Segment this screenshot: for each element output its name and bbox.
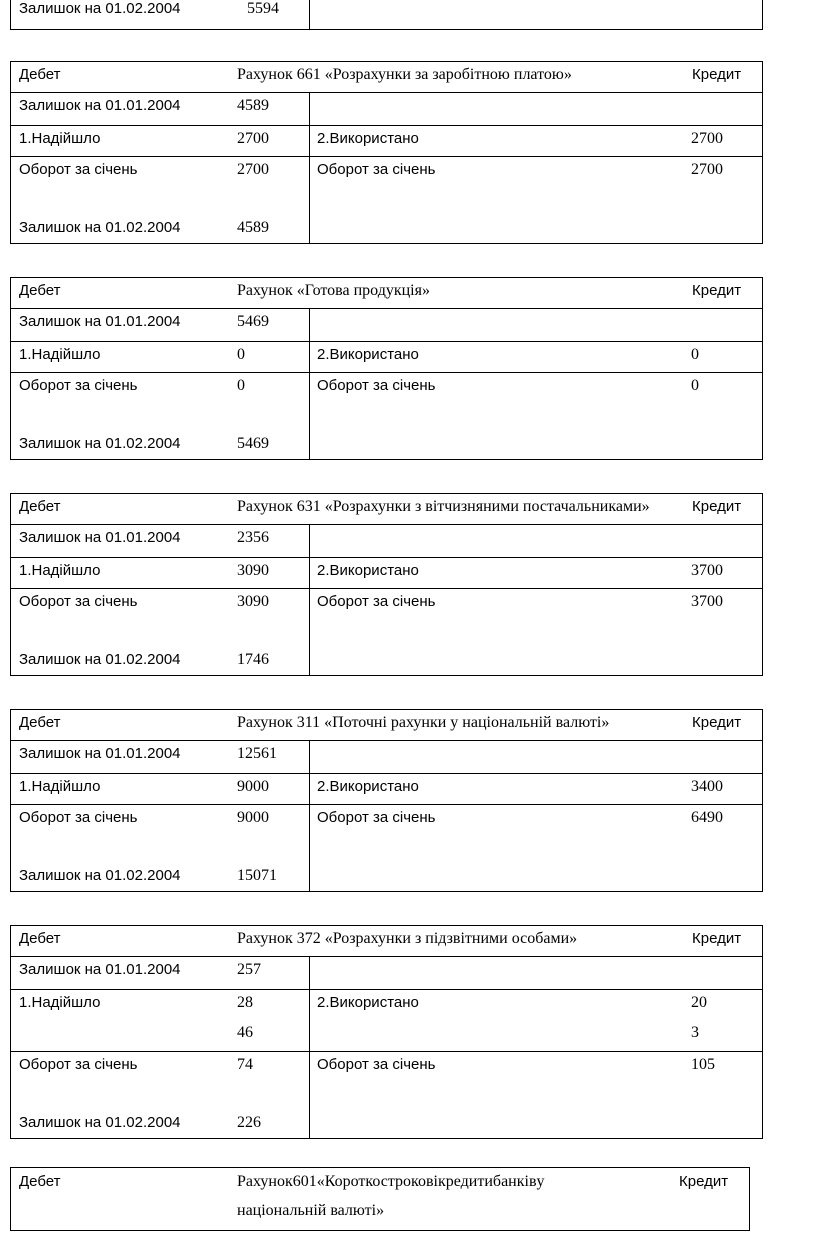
credit-header: Кредит [692,930,742,947]
turnover-credit-label: Оборот за січень [317,1056,436,1073]
turnover-credit-value: 105 [691,1056,715,1073]
turnover-credit-value: 0 [691,377,699,394]
closing-block [11,372,762,458]
closing-label: Залишок на 01.02.2004 [19,867,181,884]
turnover-debit-value: 2700 [237,161,269,178]
in-value: 9000 [237,778,269,795]
title-word: 601 [292,1173,317,1190]
account-title: Рахунок «Готова продукція» [237,282,430,299]
out-value: 20 [691,994,707,1011]
header-row [11,926,762,956]
turnover-credit-label: Оборот за січень [317,593,436,610]
account-title: Рахунок 631 «Розрахунки з вітчизняними постачальниками» [237,498,650,515]
column-divider [309,308,310,460]
out-label: 2.Використано [317,994,419,1011]
closing-value: 15071 [237,867,277,884]
turnover-debit-label: Оборот за січень [19,377,138,394]
closing-label: Залишок на 01.02.2004 [19,435,181,452]
column-divider [309,956,310,1139]
in-label: 1.Надійшло [19,778,101,795]
in-label: 1.Надійшло [19,346,101,363]
movement-row [11,341,762,372]
in-value: 28 [237,994,253,1011]
in-label: 1.Надійшло [19,994,101,1011]
out-value: 3700 [691,562,723,579]
title-word: банків [492,1173,537,1190]
credit-header: Кредит [692,714,742,731]
opening-row [11,956,762,989]
out-value-2: 3 [691,1024,699,1041]
account-table [10,61,763,244]
account-table [10,493,763,676]
turnover-debit-value: 0 [237,377,245,394]
out-value: 0 [691,346,699,363]
credit-header: Кредит [692,66,742,83]
column-divider [309,740,310,892]
out-value: 2700 [691,130,723,147]
turnover-debit-value: 9000 [237,809,269,826]
credit-header: Кредит [692,498,742,515]
opening-value: 2356 [237,529,269,546]
title-word: Рахунок [237,1173,293,1190]
debit-header: Дебет [19,282,61,299]
column-divider [309,524,310,676]
opening-value: 257 [237,961,261,978]
closing-block [11,588,762,674]
turnover-credit-value: 2700 [691,161,723,178]
closing-value: 226 [237,1114,261,1131]
debit-header: Дебет [19,930,61,947]
opening-value: 12561 [237,745,277,762]
debit-header: Дебет [19,714,61,731]
account-table [10,709,763,892]
opening-label: Залишок на 01.01.2004 [19,745,181,762]
movement-row [11,125,762,156]
opening-value: 4589 [237,97,269,114]
top-partial-table [10,0,763,30]
account-601-table [10,1167,750,1231]
opening-row [11,308,762,341]
header-row [11,278,762,308]
turnover-credit-label: Оборот за січень [317,161,436,178]
credit-header: Кредит [692,282,742,299]
turnover-debit-label: Оборот за січень [19,593,138,610]
movement-row [11,773,762,804]
closing-block [11,156,762,242]
in-label: 1.Надійшло [19,562,101,579]
closing-block [11,1051,762,1137]
movement-row [11,989,762,1051]
account-table [10,925,763,1139]
closing-value: 1746 [237,651,269,668]
in-value: 0 [237,346,245,363]
turnover-credit-value: 6490 [691,809,723,826]
opening-row [11,524,762,557]
turnover-debit-label: Оборот за січень [19,809,138,826]
turnover-credit-label: Оборот за січень [317,377,436,394]
out-label: 2.Використано [317,346,419,363]
out-label: 2.Використано [317,778,419,795]
closing-block [11,804,762,890]
out-value: 3400 [691,778,723,795]
header-row [11,710,762,740]
title-word: у [536,1173,545,1190]
title-word: кредити [438,1173,493,1190]
column-divider [309,0,310,29]
turnover-debit-value: 3090 [237,593,269,610]
in-label: 1.Надійшло [19,130,101,147]
closing-label: Залишок на 01.02.2004 [19,219,181,236]
account-table [10,277,763,460]
in-value: 3090 [237,562,269,579]
closing-label: Залишок на 01.02.2004 [19,1114,181,1131]
title-word: «Короткострокові [316,1173,438,1190]
header-row [11,62,762,92]
in-value-2: 46 [237,1024,253,1041]
in-value: 2700 [237,130,269,147]
closing-value: 4589 [237,219,269,236]
closing-label: Залишок на 01.02.2004 [19,651,181,668]
credit-header: Кредит [679,1173,729,1190]
out-label: 2.Використано [317,562,419,579]
opening-label: Залишок на 01.01.2004 [19,97,181,114]
account-title-line1 [237,1173,545,1191]
turnover-debit-label: Оборот за січень [19,161,138,178]
opening-row [11,92,762,125]
account-title: Рахунок 661 «Розрахунки за заробітною платою» [237,66,572,83]
debit-header: Дебет [19,498,61,515]
closing-value: 5594 [247,0,279,17]
account-title: Рахунок 311 «Поточні рахунки у національній валюті» [237,714,610,731]
turnover-credit-label: Оборот за січень [317,809,436,826]
account-title: Рахунок 372 «Розрахунки з підзвітними особами» [237,930,578,947]
opening-value: 5469 [237,313,269,330]
turnover-debit-value: 74 [237,1056,253,1073]
closing-value: 5469 [237,435,269,452]
out-label: 2.Використано [317,130,419,147]
account-title-line2: національній валюті» [237,1202,385,1219]
debit-header: Дебет [19,66,61,83]
opening-row [11,740,762,773]
opening-label: Залишок на 01.01.2004 [19,313,181,330]
header-row [11,494,762,524]
movement-row [11,557,762,588]
closing-label: Залишок на 01.02.2004 [19,0,181,17]
opening-label: Залишок на 01.01.2004 [19,529,181,546]
turnover-debit-label: Оборот за січень [19,1056,138,1073]
opening-label: Залишок на 01.01.2004 [19,961,181,978]
debit-header: Дебет [19,1173,61,1190]
column-divider [309,92,310,244]
turnover-credit-value: 3700 [691,593,723,610]
